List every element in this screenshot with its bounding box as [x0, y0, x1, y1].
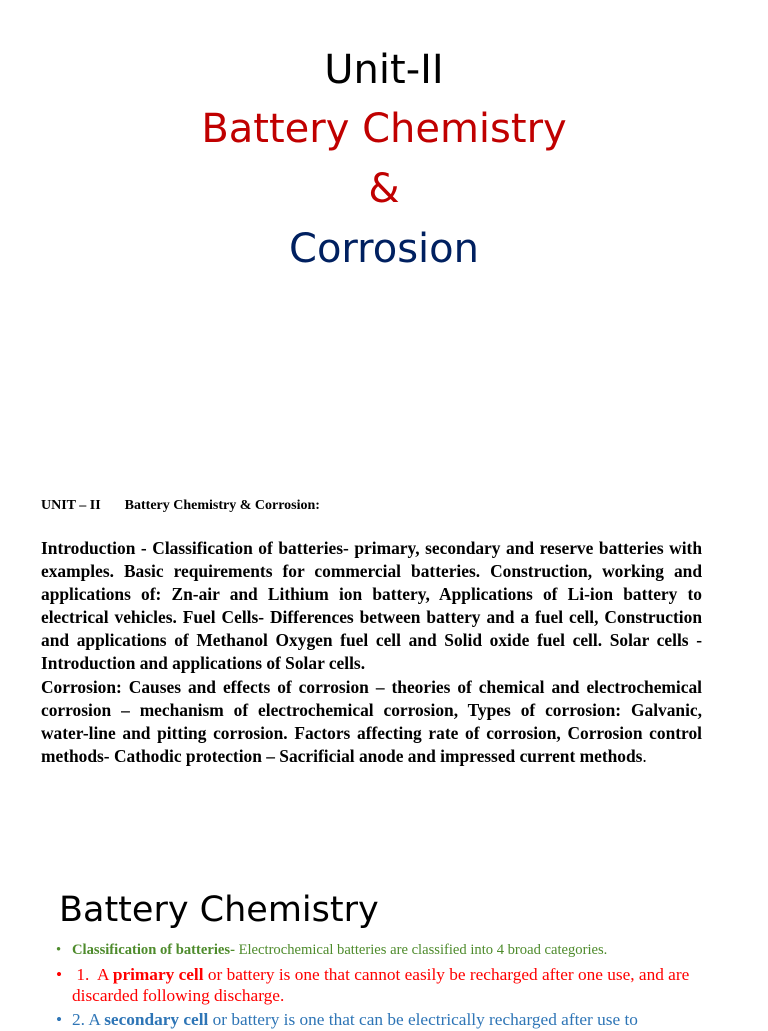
bullet-text: or battery is one that cannot easily be recharged after one use, and are discarded following discharge. — [72, 965, 690, 1005]
syllabus-paragraph-end: . — [642, 745, 647, 766]
bullet-icon: • — [56, 965, 63, 984]
bullet-keyword: secondary cell — [104, 1010, 209, 1029]
bullet-icon: • — [56, 942, 62, 958]
bullet-icon: • — [56, 1010, 63, 1029]
subject-title-ampersand: & — [368, 166, 400, 212]
bullet-text: Electrochemical batteries are classified into 4 broad categories. — [234, 942, 608, 958]
subject-title-corrosion: Corrosion — [289, 226, 479, 272]
syllabus-unit-label: UNIT – II — [41, 498, 101, 513]
bullet-item-classification — [56, 940, 716, 961]
syllabus-body — [41, 537, 702, 768]
bullet-list — [56, 940, 716, 1031]
subject-title-battery: Battery Chemistry — [201, 106, 567, 152]
section-title: Battery Chemistry — [59, 890, 379, 930]
bullet-keyword: primary cell — [112, 965, 204, 984]
syllabus-paragraph-corrosion — [41, 676, 702, 768]
syllabus-paragraph-corrosion-text: Corrosion: Causes and effects of corrosion – theories of chemical and electrochemical corrosion – mechanism of electrochemical corrosion, Types of corrosion: Galvanic, water-line and pitting corrosion. Factors affecting rate of corrosion, Corrosion control methods- Cathodic protection – Sacrificial anode and impressed current methods — [41, 676, 702, 766]
bullet-item-secondary-cell — [56, 1010, 716, 1031]
bullet-item-primary-cell — [56, 965, 716, 1006]
bullet-text: or battery is one that can be electrically recharged after use to — [208, 1010, 638, 1029]
syllabus-paragraph-batteries: Introduction - Classification of batteries- primary, secondary and reserve batteries with examples. Basic requirements for commercial batteries. Construction, working and applications of: Zn-air and Lithium ion battery, Applications of Li-ion battery to electrical vehicles. Fuel Cells- Differences between battery and a fuel cell, Construction and applications of Methanol Oxygen fuel cell and Solid oxide fuel cell. Solar cells - Introduction and applications of Solar cells. — [41, 538, 702, 674]
syllabus-heading — [41, 498, 320, 514]
unit-title: Unit-II — [324, 47, 444, 93]
bullet-lead: Classification of batteries- — [72, 942, 235, 958]
bullet-prefix: 1. A — [72, 965, 113, 984]
syllabus-heading-text: Battery Chemistry & Corrosion: — [124, 498, 320, 513]
bullet-prefix: 2. A — [72, 1010, 105, 1029]
